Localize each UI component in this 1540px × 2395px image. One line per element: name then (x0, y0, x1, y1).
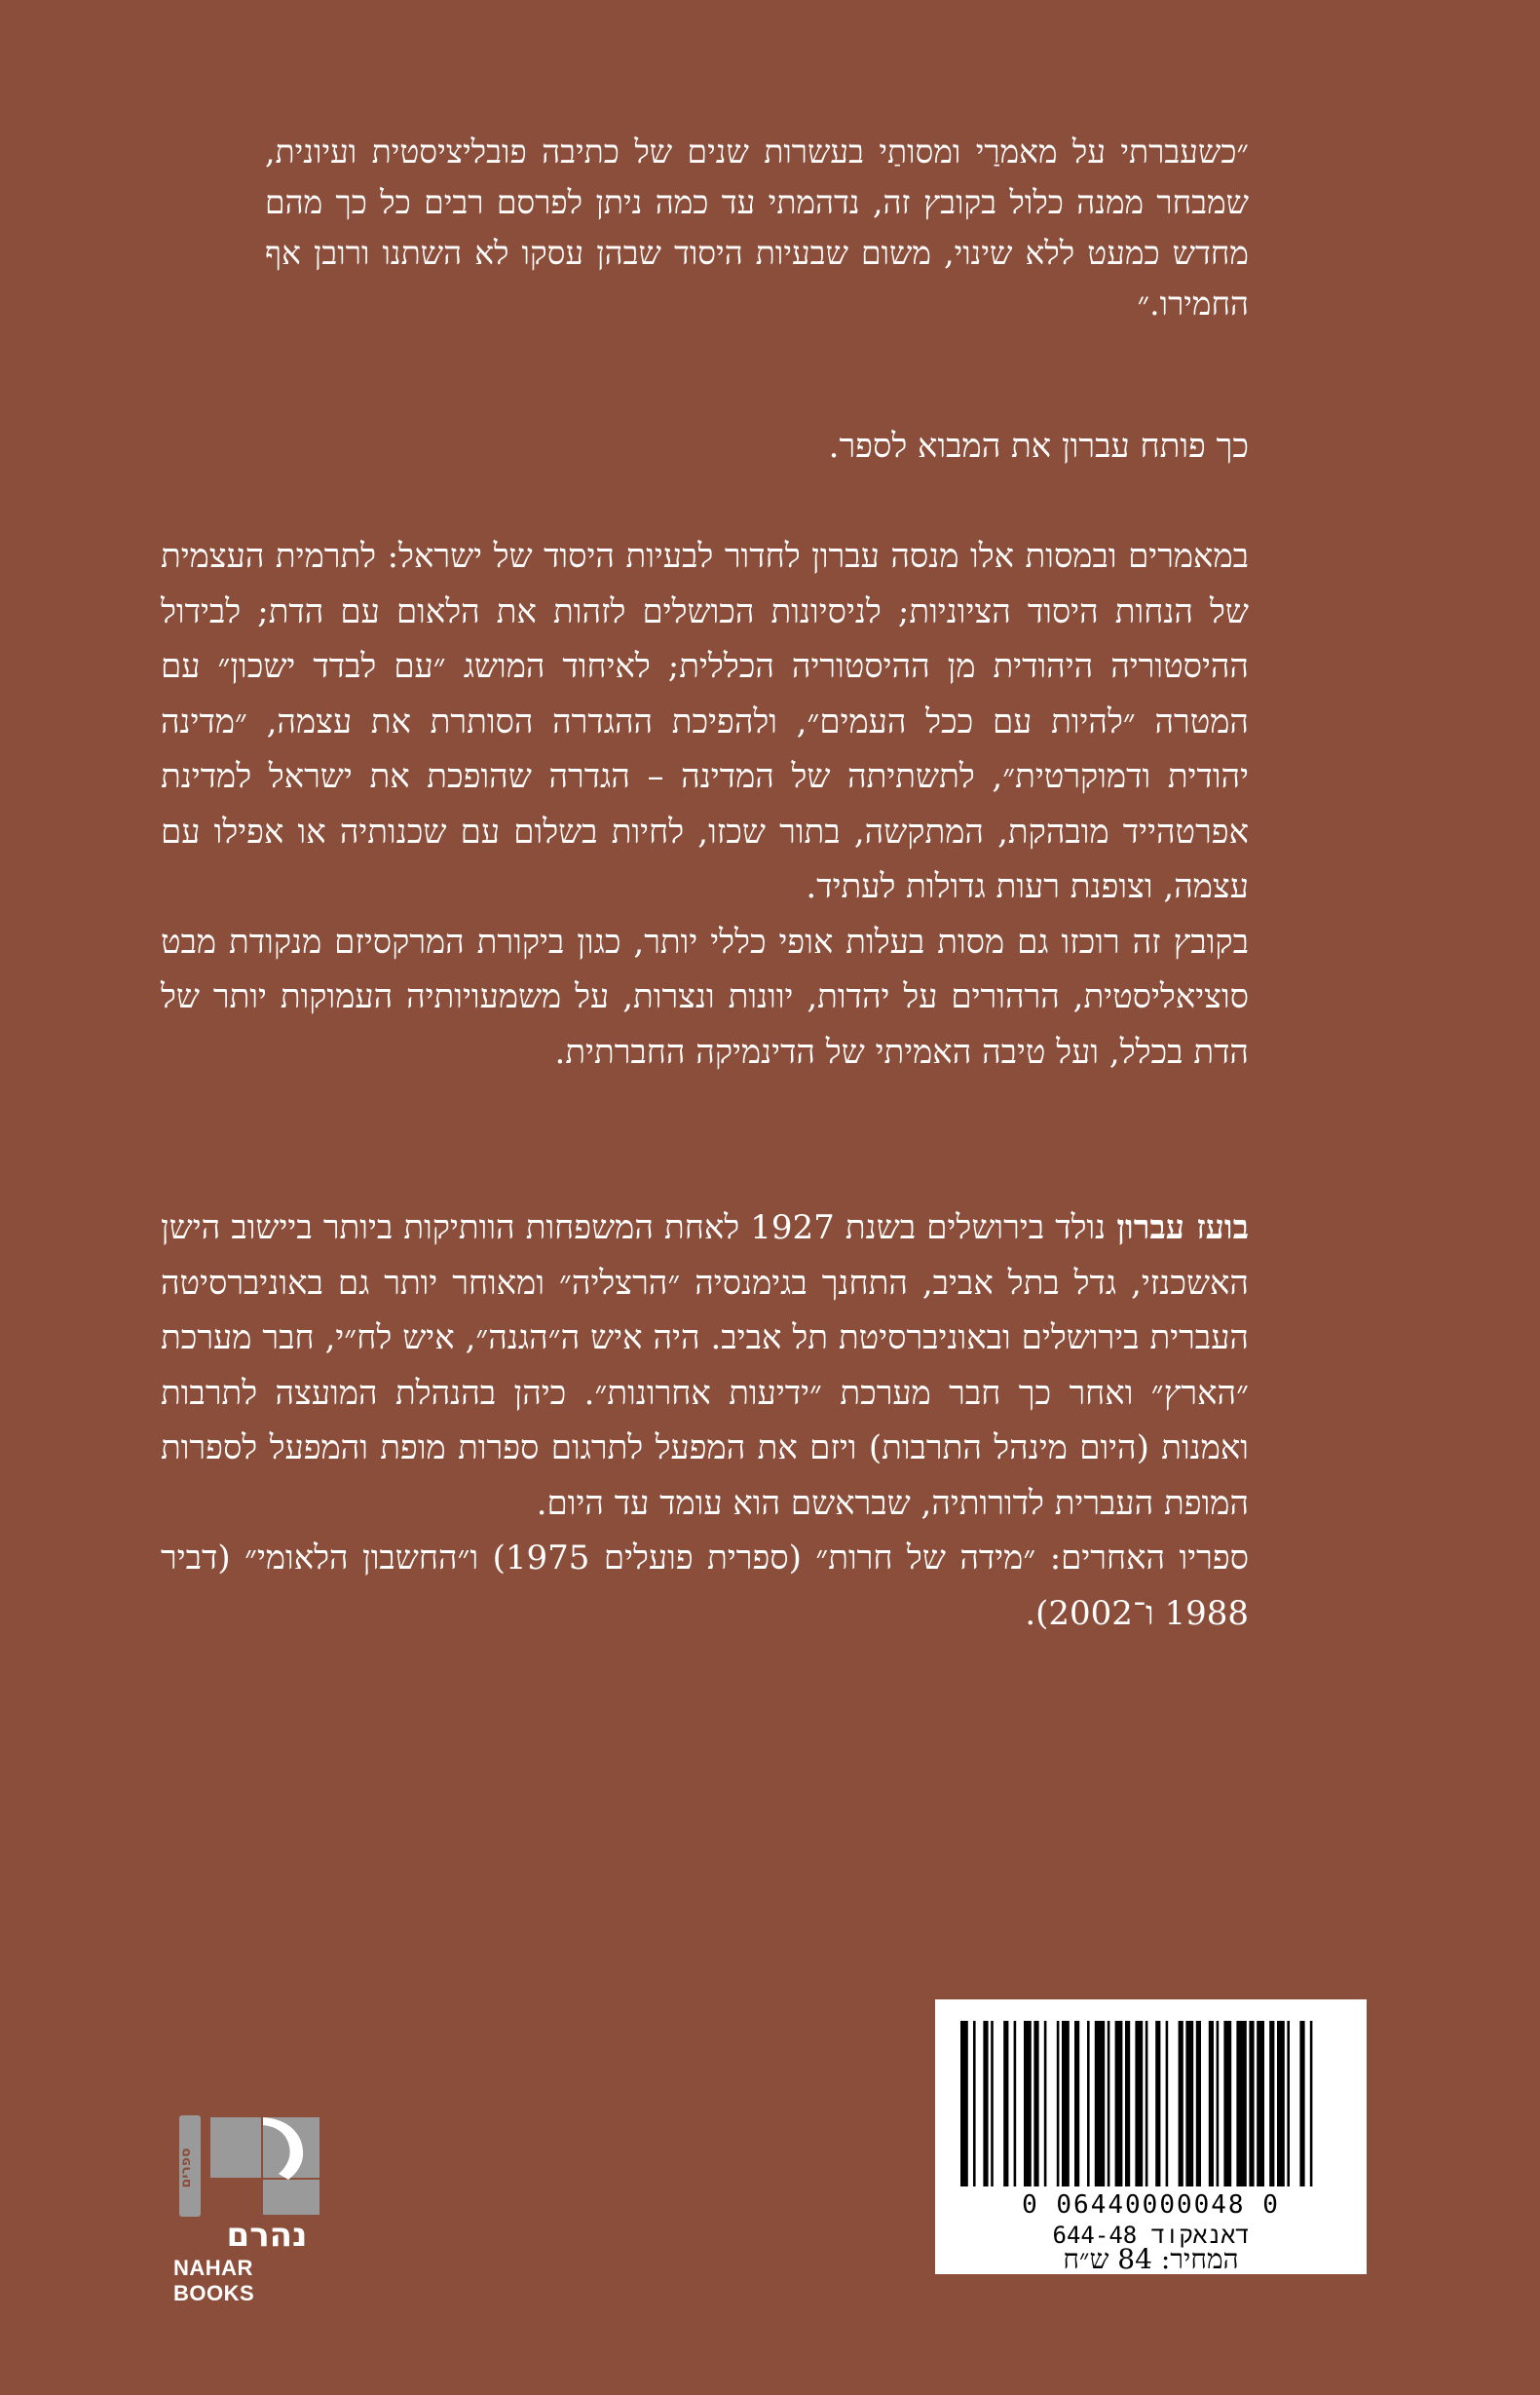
author-bio-paragraph (161, 1200, 1249, 1531)
nahar-books-logo-icon (173, 2110, 339, 2256)
publisher-logo (173, 2110, 339, 2305)
description-section (161, 529, 1249, 1080)
logo-hebrew-main: נהרם (226, 2216, 308, 2255)
logo-english-text: NAHAR BOOKS (173, 2256, 255, 2305)
author-bio-section (161, 1200, 1249, 1641)
description-paragraph-1: במאמרים ובמסות אלו מנסה עברון לחדור לבעיות היסוד של ישראל: לתרמית העצמית של הנחות היסוד הציוניות; לניסיונות הכושלים לזהות את הלאום עם הדת; לבידול ההיסטוריה היהודית מן ההיסטוריה הכללית; לאיחוד המושג ״עם לבדד ישכון״ עם המטרה ״להיות עם ככל העמים״, ולהפיכת ההגדרה הסותרת את עצמה, ״מדינה יהודית ודמוקרטית״, לתשתיתה של המדינה – הגדרה שהופכת את ישראל למדינת אפרטהייד מובהקת, המתקשה, בתור שכזו, לחיות בשלום עם שכנותיה או אפילו עם עצמה, וצופנת רעות גדולות לעתיד. (161, 537, 1249, 906)
back-cover-quote: ״כשעברתי על מאמרַי ומסותַי בעשרות שנים של כתיבה פובליציסטית ועיונית, שמבחר ממנה כלול בקובץ זה, נדהמתי עד כמה ניתן לפרסם רבים כל כך מהם מחדש כמעט ללא שינוי, משום שבעיות היסוד שבהן עסקו לא השתנו ורובן אף החמירו.״ (265, 133, 1249, 323)
intro-line: כך פותח עברון את המבוא לספר. (828, 427, 1249, 466)
danacode: דאנאקוד 644-48 (1052, 2222, 1250, 2249)
author-other-books: ספריו האחרים: ״מידה של חרות״ (ספרית פועלים 1975) ו״החשבון הלאומי״ (דביר 1988 ו־2002). (161, 1539, 1249, 1633)
price-container (935, 1999, 1367, 2274)
author-name: בועז עברון (1116, 1208, 1250, 1247)
price-label: המחיר: 84 ש״ח (1063, 2243, 1239, 2275)
barcode-digits: 0 06440000048 0 (1022, 2190, 1280, 2220)
logo-hebrew-top: ספרים (178, 2148, 194, 2188)
description-paragraph-2: בקובץ זה רוכזו גם מסות בעלות אופי כללי יותר, כגון ביקורת המרקסיזם מנקודת מבט סוציאליסטית, הרהורים על יהדות, יוונות ונצרות, על משמעויותיה העמוקות יותר של הדת בכלל, ועל טיבה האמיתי של הדינמיקה החברתית. (161, 922, 1249, 1072)
author-bio-text: נולד בירושלים בשנת 1927 לאחת המשפחות הוותיקות ביותר ביישוב הישן האשכנזי, גדל בתל אביב, התחנך בגימנסיה ״הרצליה״ ומאוחר יותר גם באוניברסיטה העברית בירושלים ובאוניברסיטת תל אביב. היה איש ה״הגנה״, איש לח״י, חבר מערכת ״הארץ״ ואחר כך חבר מערכת ״ידיעות אחרונות״. כיהן בהנהלת המועצה לתרבות ואמנות (היום מינהל התרבות) ויזם את המפעל לתרגום ספרות מופת והמפעל לספרות המופת העברית לדורותיה, שבראשם הוא עומד עד היום. (161, 1208, 1249, 1523)
